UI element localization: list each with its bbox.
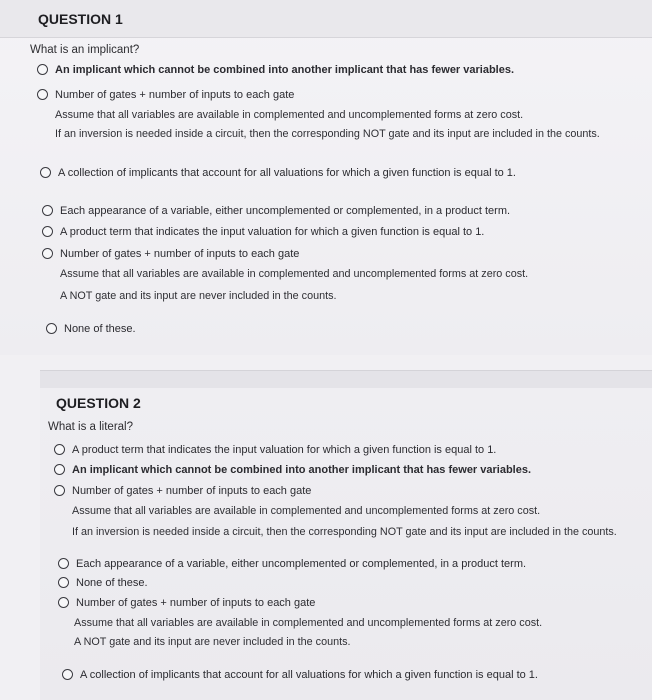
option-label: A collection of implicants that account for all valuations for which a given function is equal to 1. xyxy=(58,167,516,179)
radio-button[interactable] xyxy=(46,323,57,334)
option-label: Number of gates + number of inputs to each gate xyxy=(76,597,316,609)
radio-button[interactable] xyxy=(42,226,53,237)
q1-option-5[interactable] xyxy=(42,226,484,238)
q2-option-3[interactable] xyxy=(54,485,311,497)
option-note: Assume that all variables are available in complemented and uncomplemented forms at zero cost. xyxy=(72,505,541,517)
radio-button[interactable] xyxy=(42,205,53,216)
q2-option-1[interactable] xyxy=(54,444,496,456)
radio-button[interactable] xyxy=(40,167,51,178)
question-2-prompt: What is a literal? xyxy=(48,421,134,433)
option-label: Number of gates + number of inputs to each gate xyxy=(72,485,312,497)
option-note: Assume that all variables are available in complemented and uncomplemented forms at zero cost. xyxy=(74,617,543,629)
radio-button[interactable] xyxy=(58,597,69,608)
option-label: An implicant which cannot be combined into another implicant that has fewer variables. xyxy=(55,64,515,76)
radio-button[interactable] xyxy=(42,248,53,259)
option-label: Number of gates + number of inputs to each gate xyxy=(60,248,300,260)
option-note: If an inversion is needed inside a circuit, then the corresponding NOT gate and its input are included in the counts. xyxy=(72,526,617,538)
option-note: Assume that all variables are available in complemented and uncomplemented forms at zero cost. xyxy=(60,268,529,280)
question-1-title: QUESTION 1 xyxy=(38,11,123,27)
radio-button[interactable] xyxy=(58,558,69,569)
option-note: If an inversion is needed inside a circuit, then the corresponding NOT gate and its input are included in the counts. xyxy=(55,128,600,140)
option-note: A NOT gate and its input are never included in the counts. xyxy=(74,636,351,648)
option-label: Each appearance of a variable, either uncomplemented or complemented, in a product term. xyxy=(60,205,511,217)
option-label: None of these. xyxy=(76,577,148,589)
q2-option-4[interactable] xyxy=(58,558,526,570)
radio-button[interactable] xyxy=(54,464,65,475)
option-label: None of these. xyxy=(64,323,136,335)
option-label: An implicant which cannot be combined into another implicant that has fewer variables. xyxy=(72,464,532,476)
radio-button[interactable] xyxy=(37,89,48,100)
question-2-title: QUESTION 2 xyxy=(56,395,141,411)
option-label: Each appearance of a variable, either uncomplemented or complemented, in a product term. xyxy=(76,558,527,570)
q1-option-3[interactable] xyxy=(40,167,516,179)
radio-button[interactable] xyxy=(54,485,65,496)
radio-button[interactable] xyxy=(62,669,73,680)
radio-button[interactable] xyxy=(58,577,69,588)
radio-button[interactable] xyxy=(54,444,65,455)
question-divider xyxy=(40,370,652,390)
q2-option-6[interactable] xyxy=(58,597,315,609)
option-label: Number of gates + number of inputs to each gate xyxy=(55,89,295,101)
option-label: A product term that indicates the input valuation for which a given function is equal to 1. xyxy=(72,444,497,456)
option-note: Assume that all variables are available in complemented and uncomplemented forms at zero cost. xyxy=(55,109,524,121)
option-note: A NOT gate and its input are never included in the counts. xyxy=(60,290,337,302)
option-label: A product term that indicates the input valuation for which a given function is equal to 1. xyxy=(60,226,485,238)
q2-option-7[interactable] xyxy=(62,669,538,681)
radio-button[interactable] xyxy=(37,64,48,75)
q2-option-5[interactable] xyxy=(58,577,148,589)
q1-option-4[interactable] xyxy=(42,205,510,217)
q1-option-2[interactable] xyxy=(37,89,294,101)
question-1-prompt: What is an implicant? xyxy=(30,44,140,56)
q1-option-6[interactable] xyxy=(42,248,299,260)
q1-option-7[interactable] xyxy=(46,323,136,335)
q2-option-2[interactable] xyxy=(54,464,531,476)
q1-option-1[interactable] xyxy=(37,64,514,76)
question-2-panel xyxy=(40,388,652,700)
option-label: A collection of implicants that account for all valuations for which a given function is equal to 1. xyxy=(80,669,538,681)
